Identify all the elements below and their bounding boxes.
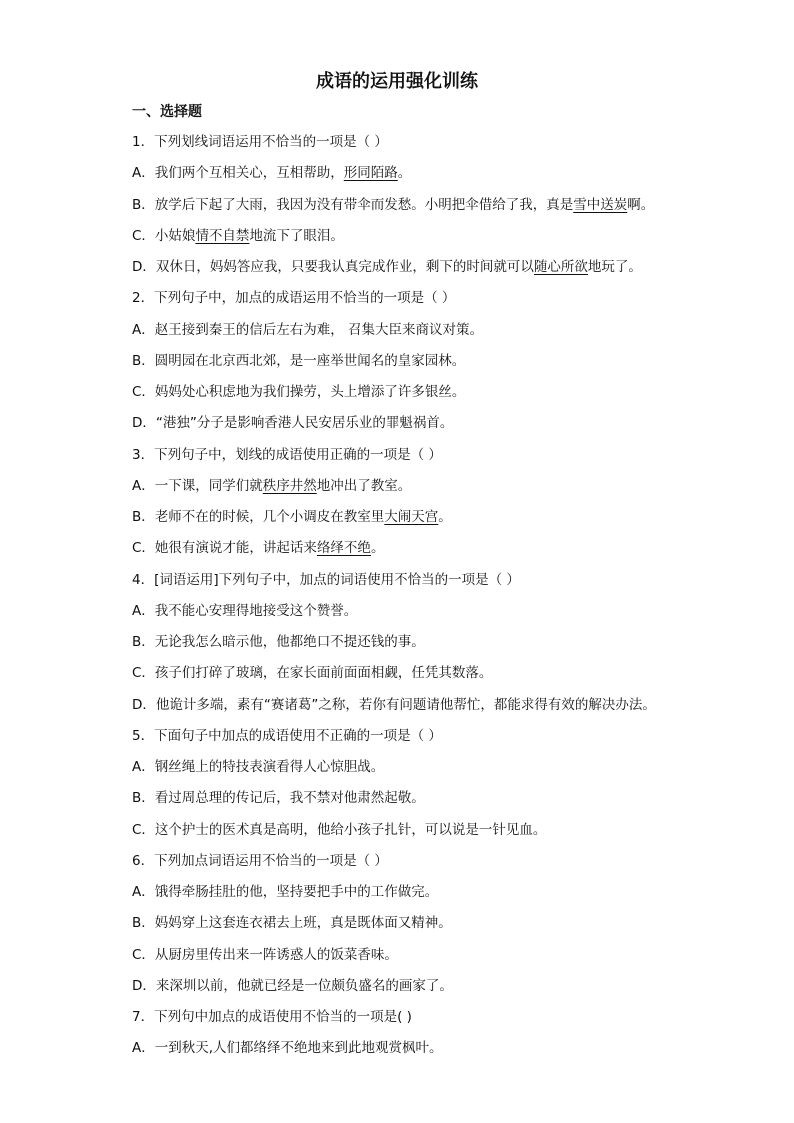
question-list: [132, 127, 732, 1065]
line-text: B．老师不在的时候，几个小调皮在教室里: [132, 509, 385, 525]
answer-option: [132, 752, 732, 783]
line-text: 2．下列句子中，加点的成语运用不恰当的一项是（ ）: [132, 290, 456, 307]
answer-option: [132, 502, 732, 533]
underlined-idiom: 随心所欲: [533, 259, 588, 275]
answer-option: [132, 377, 732, 408]
page-title: 成语的运用强化训练: [316, 71, 478, 92]
line-text: A．饿得牵肠挂肚的他，坚持要把手中的工作做完。: [132, 884, 439, 900]
answer-option: [132, 408, 732, 439]
answer-option: [132, 596, 732, 627]
line-text: B．无论我怎么暗示他，他都绝口不提还钱的事。: [132, 634, 425, 650]
line-text: A．我们两个互相关心，互相帮助，: [132, 165, 344, 182]
answer-option: [132, 533, 732, 564]
underlined-idiom: 络绎不绝: [316, 540, 371, 557]
question-stem: [132, 283, 732, 314]
line-text: D．“港独”分子是影响香港人民安居乐业的罪魁祸首。: [132, 415, 454, 432]
section-heading: 一、选择题: [132, 104, 202, 120]
answer-option: [132, 690, 732, 721]
answer-option: [132, 658, 732, 689]
line-text: 。: [397, 165, 412, 182]
line-text: 1．下列划线词语运用不恰当的一项是（ ）: [132, 134, 388, 150]
line-text: 5．下面句子中加点的成语使用不正确的一项是（ ）: [132, 727, 442, 744]
line-text: 地流下了眼泪。: [249, 227, 344, 244]
line-text: B．妈妈穿上这套连衣裙去上班，真是既体面又精神。: [132, 915, 452, 932]
answer-option: [132, 627, 732, 658]
line-text: A．赵王接到秦王的信后左右为难， 召集大臣来商议对策。: [132, 321, 484, 338]
answer-option: [132, 190, 732, 221]
line-text: 3．下列句子中，划线的成语使用正确的一项是（ ）: [132, 446, 442, 463]
line-text: C．从厨房里传出来一阵诱惑人的饭菜香味。: [132, 946, 398, 963]
line-text: 啊。: [627, 196, 655, 213]
question-stem: [132, 440, 732, 471]
question-stem: [132, 846, 732, 877]
line-text: 地玩了。: [587, 259, 642, 275]
line-text: C．孩子们打碎了玻璃，在家长面前面面相觑，任凭其数落。: [132, 665, 493, 682]
line-text: A．一到秋天,人们都络绎不绝地来到此地观赏枫叶。: [132, 1040, 443, 1057]
underlined-idiom: 雪中送炭: [573, 196, 628, 213]
answer-option: [132, 1033, 732, 1064]
line-text: C．她很有演说才能，讲起话来: [132, 540, 317, 557]
line-text: 地冲出了教室。: [316, 477, 412, 494]
answer-option: [132, 158, 732, 189]
answer-option: [132, 877, 732, 908]
line-text: D．双休日，妈妈答应我，只要我认真完成作业，剩下的时间就可以: [132, 259, 534, 275]
underlined-idiom: 形同陌路: [343, 165, 398, 182]
line-text: D．他诡计多端，素有“赛诸葛”之称，若你有问题请他帮忙，都能求得有效的解决办法。: [132, 696, 656, 713]
line-text: A．钢丝绳上的特技表演看得人心惊胆战。: [132, 759, 385, 775]
line-text: 。: [370, 540, 385, 557]
underlined-idiom: 情不自禁: [195, 227, 250, 244]
question-stem: [132, 565, 732, 596]
line-text: B．圆明园在北京西北郊，是一座举世闻名的皇家园林。: [132, 352, 466, 369]
answer-option: [132, 971, 732, 1002]
answer-option: [132, 221, 732, 252]
line-text: 4．[词语运用]下列句子中，加点的词语使用不恰当的一项是（ ）: [132, 571, 520, 588]
line-text: A．我不能心安理得地接受这个赞誉。: [132, 602, 358, 619]
line-text: B．放学后下起了大雨，我因为没有带伞而发愁。小明把伞借给了我，真是: [132, 196, 574, 213]
line-text: A．一下课，同学们就: [132, 477, 263, 494]
underlined-idiom: 大闹天宫: [384, 509, 439, 525]
line-text: C．妈妈处心积虑地为我们操劳，头上增添了许多银丝。: [132, 384, 466, 400]
answer-option: [132, 783, 732, 814]
question-stem: [132, 127, 732, 158]
underlined-idiom: 秩序井然: [262, 477, 317, 494]
answer-option: [132, 346, 732, 377]
line-text: D．来深圳以前，他就已经是一位颇负盛名的画家了。: [132, 977, 453, 994]
answer-option: [132, 315, 732, 346]
line-text: 7．下列句中加点的成语使用不恰当的一项是( ): [132, 1009, 412, 1025]
answer-option: [132, 471, 732, 502]
line-text: 6．下列加点词语运用不恰当的一项是（ ）: [132, 852, 388, 869]
question-stem: [132, 1002, 732, 1033]
answer-option: [132, 252, 732, 283]
answer-option: [132, 815, 732, 846]
line-text: C．这个护士的医术真是高明，他给小孩子扎针，可以说是一针见血。: [132, 821, 547, 838]
line-text: C．小姑娘: [132, 227, 196, 244]
question-stem: [132, 721, 732, 752]
line-text: 。: [438, 509, 452, 525]
answer-option: [132, 940, 732, 971]
answer-option: [132, 908, 732, 939]
line-text: B．看过周总理的传记后，我不禁对他肃然起敬。: [132, 790, 425, 807]
